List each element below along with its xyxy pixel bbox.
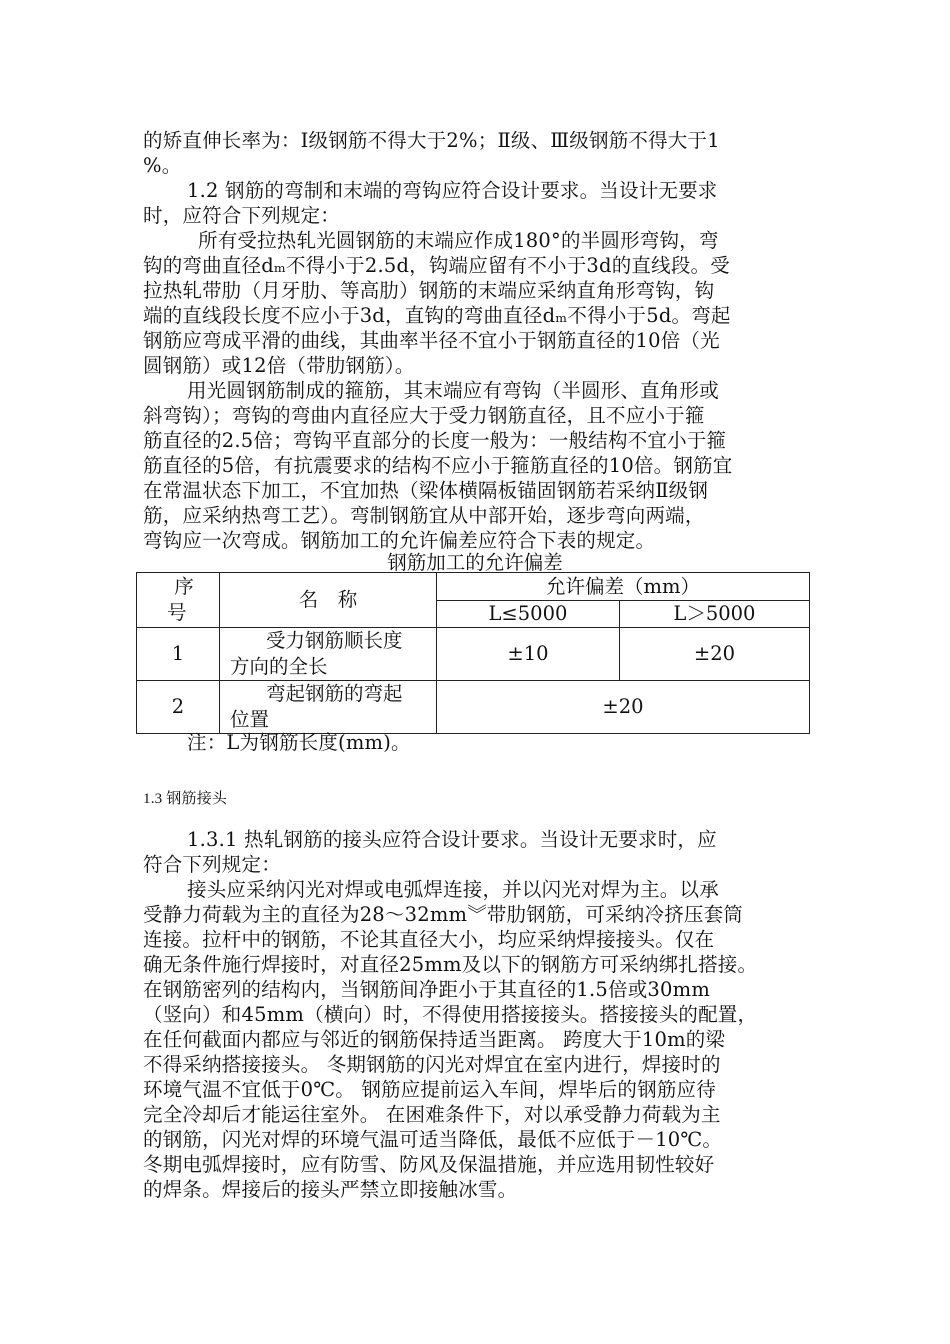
table-header-col2: L＞5000 xyxy=(619,601,809,628)
text-line: 用光圆钢筋制成的箍筋，其末端应有弯钩（半圆形、直角形或 xyxy=(187,379,719,402)
text-line: 接头应采纳闪光对焊或电弧焊连接，并以闪光对焊为主。以承 xyxy=(187,878,719,901)
table-header-col1: L≤5000 xyxy=(437,601,620,628)
text-line: 符合下列规定： xyxy=(143,853,281,876)
text-line: 确无条件施行焊接时，对直径25mm及以下的钢筋方可采纳绑扎搭接。 xyxy=(143,953,758,976)
table-header-name: 名 称 xyxy=(220,573,437,628)
header-seq-line1: 序 xyxy=(174,575,194,598)
text-line: 时，应符合下列规定： xyxy=(143,204,341,227)
table-caption: 钢筋加工的允许偏差 xyxy=(387,551,563,574)
text-line: 钩的弯曲直径dₘ不得小于2.5d，钩端应留有不小于3d的直线段。受 xyxy=(143,254,730,277)
text-line: 在钢筋密列的结构内，当钢筋间净距小于其直径的1.5倍或30mm xyxy=(143,978,711,1001)
row-name-line2: 位置 xyxy=(230,708,270,731)
text-line: 的焊条。焊接后的接头严禁立即接触冰雪。 xyxy=(143,1178,518,1201)
text-line: %。 xyxy=(143,154,182,177)
text-line: 受静力荷载为主的直径为28～32mm︾带肋钢筋，可采纳冷挤压套筒 xyxy=(143,903,744,926)
text-line: 筋直径的5倍，有抗震要求的结构不应小于箍筋直径的10倍。钢筋宜 xyxy=(143,454,733,477)
text-line: 圆钢筋）或12倍（带肋钢筋）。 xyxy=(143,354,415,377)
text-line: 在任何截面内都应与邻近的钢筋保持适当距离。 跨度大于10m的梁 xyxy=(143,1028,726,1051)
row-name-line2: 方向的全长 xyxy=(230,655,328,678)
text-line: 筋直径的2.5倍；弯钩平直部分的长度一般为：一般结构不宜小于箍 xyxy=(143,429,727,452)
row-seq: 1 xyxy=(137,628,220,681)
text-line: 钢筋应弯成平滑的曲线，其曲率半径不宜小于钢筋直径的10倍（光 xyxy=(143,329,720,352)
text-line: 1.3.1 热轧钢筋的接头应符合设计要求。当设计无要求时，应 xyxy=(187,828,717,851)
row-name xyxy=(220,628,437,681)
tolerance-table xyxy=(136,572,810,734)
row-name-line1: 受力钢筋顺长度 xyxy=(266,629,403,652)
text-line: 1.2 钢筋的弯制和末端的弯钩应符合设计要求。当设计无要求 xyxy=(187,179,718,202)
table-header-tolerance: 允许偏差（mm） xyxy=(437,573,810,601)
text-line: 所有受拉热轧光圆钢筋的末端应作成180°的半圆形弯钩，弯 xyxy=(198,229,719,252)
text-line: 不得采纳搭接接头。 冬期钢筋的闪光对焊宜在室内进行，焊接时的 xyxy=(143,1053,721,1076)
row-name-line1: 弯起钢筋的弯起 xyxy=(266,682,403,705)
table-row xyxy=(137,681,810,734)
text-line: 弯钩应一次弯成。钢筋加工的允许偏差应符合下表的规定。 xyxy=(143,529,656,552)
row-value-col2: ±20 xyxy=(619,628,809,681)
row-name xyxy=(220,681,437,734)
text-line: 斜弯钩）；弯钩的弯曲内直径应大于受力钢筋直径，且不应小于箍 xyxy=(143,404,705,427)
text-line: 筋，应采纳热弯工艺）。弯制钢筋宜从中部开始，逐步弯向两端， xyxy=(143,504,705,527)
text-line: 在常温状态下加工，不宜加热（梁体横隔板锚固钢筋若采纳Ⅱ级钢 xyxy=(143,479,709,502)
row-value-merged: ±20 xyxy=(437,681,810,734)
header-seq-line2: 号 xyxy=(167,601,187,624)
text-line: 的矫直伸长率为：Ⅰ级钢筋不得大于2%；Ⅱ级、Ⅲ级钢筋不得大于1 xyxy=(143,129,720,152)
text-line: 的钢筋，闪光对焊的环境气温可适当降低，最低不应低于－10℃。 xyxy=(143,1128,723,1151)
row-seq: 2 xyxy=(137,681,220,734)
text-line: 完全冷却后才能运往室外。 在困难条件下，对以承受静力荷载为主 xyxy=(143,1103,721,1126)
text-line: 环境气温不宜低于0℃。 钢筋应提前运入车间，焊毕后的钢筋应待 xyxy=(143,1078,716,1101)
row-value-col1: ±10 xyxy=(437,628,620,681)
table-row xyxy=(137,628,810,681)
text-line: 端的直线段长度不应小于3d，直钩的弯曲直径dₘ不得小于5d。弯起 xyxy=(143,304,731,327)
text-line: （竖向）和45mm（横向）时，不得使用搭接接头。搭接接头的配置， xyxy=(143,1003,758,1026)
table-header-seq xyxy=(137,573,220,628)
text-line: 冬期电弧焊接时，应有防雪、防风及保温措施，并应选用韧性较好 xyxy=(143,1153,715,1176)
text-line: 连接。拉杆中的钢筋，不论其直径大小，均应采纳焊接接头。仅在 xyxy=(143,928,715,951)
section-heading: 1.3 钢筋接头 xyxy=(143,791,228,807)
text-line: 拉热轧带肋（月牙肋、等高肋）钢筋的末端应采纳直角形弯钩，钩 xyxy=(143,279,715,302)
table-note: 注：L为钢筋长度(mm)。 xyxy=(187,731,411,754)
